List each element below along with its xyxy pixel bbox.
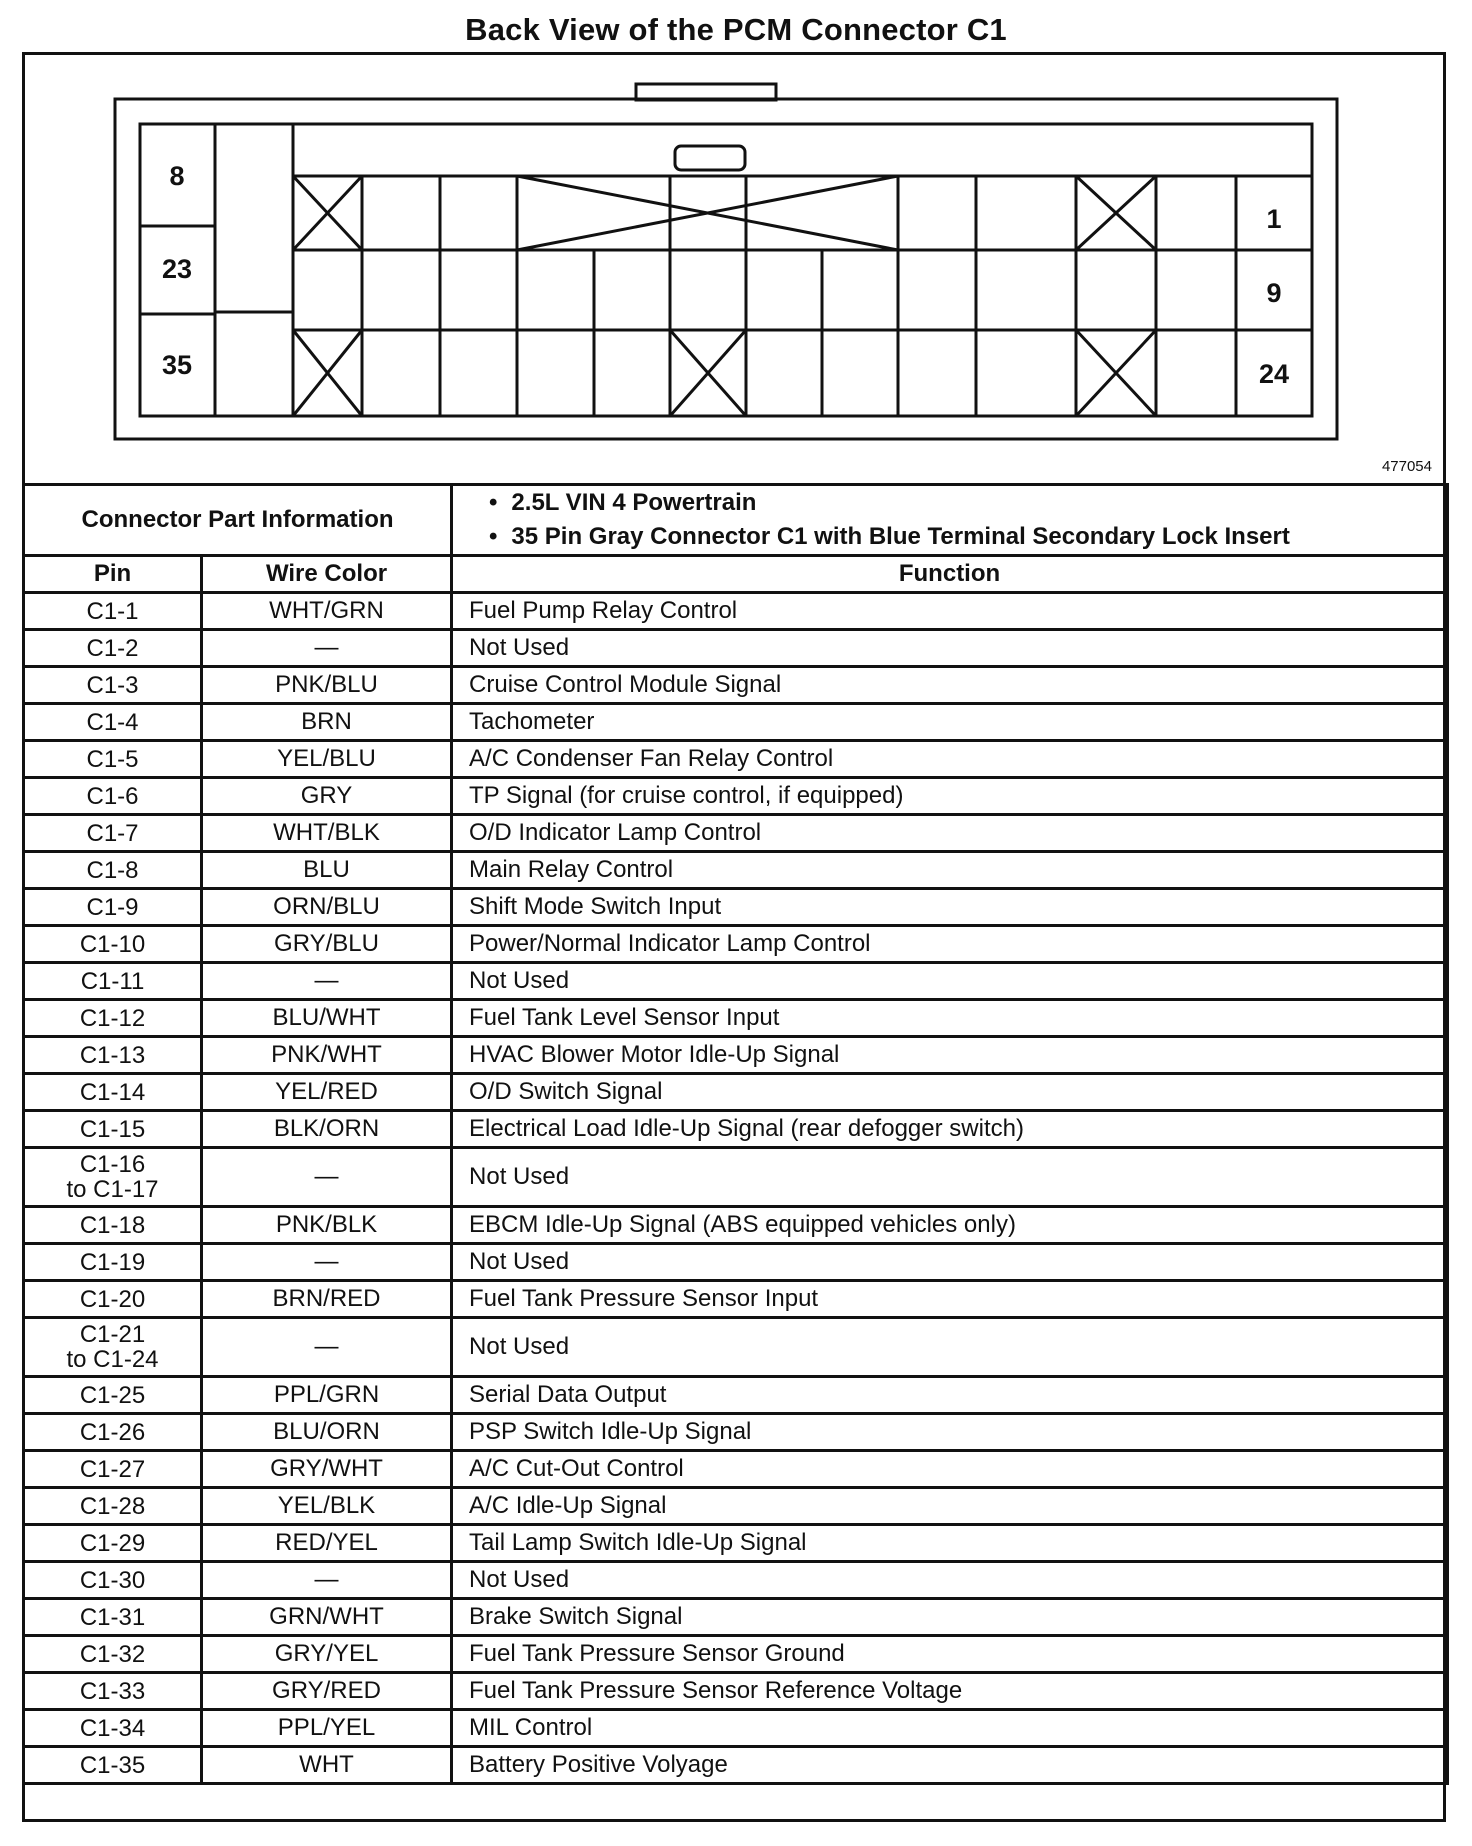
- function-cell: Power/Normal Indicator Lamp Control: [452, 926, 1448, 963]
- wire-color-cell: —: [202, 963, 452, 1000]
- function-cell: Fuel Pump Relay Control: [452, 593, 1448, 630]
- wire-color-cell: YEL/RED: [202, 1074, 452, 1111]
- function-cell: A/C Condenser Fan Relay Control: [452, 741, 1448, 778]
- function-cell: Main Relay Control: [452, 852, 1448, 889]
- wire-color-cell: GRY/BLU: [202, 926, 452, 963]
- wire-color-cell: PPL/YEL: [202, 1710, 452, 1747]
- pin-cell-text: C1-13: [79, 1041, 146, 1069]
- pin-cell-text: C1-14: [79, 1078, 146, 1106]
- table-row: [24, 1562, 1448, 1599]
- wire-color-cell: WHT/BLK: [202, 815, 452, 852]
- wire-color-cell: YEL/BLK: [202, 1488, 452, 1525]
- pin-cell: [24, 1281, 202, 1318]
- table-header-row: [24, 556, 1448, 593]
- table-row: [24, 593, 1448, 630]
- pin-cell: [24, 1525, 202, 1562]
- pin-cell: [24, 1747, 202, 1784]
- pin-cell: [24, 1414, 202, 1451]
- pin-cell-text: C1-30: [79, 1566, 146, 1594]
- pin-cell-text: C1-20: [79, 1285, 146, 1313]
- pin-cell: [24, 1599, 202, 1636]
- wire-color-cell: —: [202, 1244, 452, 1281]
- table-row: [24, 1451, 1448, 1488]
- figure-id: 477054: [1381, 458, 1432, 475]
- wire-color-cell: GRN/WHT: [202, 1599, 452, 1636]
- table-row: [24, 815, 1448, 852]
- pin-cell-text: C1-8: [86, 856, 139, 884]
- connector-cavity-block: [140, 124, 1312, 416]
- pin-label-9: 9: [1266, 278, 1282, 308]
- function-cell: Not Used: [452, 1244, 1448, 1281]
- wire-color-cell: BLU/WHT: [202, 1000, 452, 1037]
- pin-cell-text: C1-29: [79, 1529, 146, 1557]
- pinout-table: [22, 483, 1449, 1785]
- pin-cell-text: C1-35: [79, 1751, 146, 1779]
- pin-cell-text: C1-5: [86, 745, 139, 773]
- connector-drawing: [22, 52, 1446, 485]
- wire-color-cell: PNK/WHT: [202, 1037, 452, 1074]
- pin-cell-text: C1-21: [79, 1321, 146, 1348]
- connector-info-label: Connector Part Information: [24, 485, 452, 556]
- wire-color-cell: GRY/YEL: [202, 1636, 452, 1673]
- pinout-table-wrap: [22, 483, 1446, 1785]
- function-cell: O/D Indicator Lamp Control: [452, 815, 1448, 852]
- pin-cell: [24, 1000, 202, 1037]
- function-cell: PSP Switch Idle-Up Signal: [452, 1414, 1448, 1451]
- wire-color-cell: —: [202, 1148, 452, 1207]
- table-row: [24, 630, 1448, 667]
- pin-cell: [24, 1636, 202, 1673]
- table-row: [24, 963, 1448, 1000]
- pin-cell-text: C1-26: [79, 1418, 146, 1446]
- pin-cell: [24, 704, 202, 741]
- pin-cell: [24, 1074, 202, 1111]
- wire-color-cell: —: [202, 1318, 452, 1377]
- pin-label-35: 35: [161, 350, 193, 380]
- table-row: [24, 1318, 1448, 1377]
- pin-cell-text: C1-31: [79, 1603, 146, 1631]
- table-row: [24, 926, 1448, 963]
- table-row: [24, 1377, 1448, 1414]
- function-cell: Electrical Load Idle-Up Signal (rear defogger switch): [452, 1111, 1448, 1148]
- wire-color-cell: YEL/BLU: [202, 741, 452, 778]
- wire-color-cell: BRN: [202, 704, 452, 741]
- table-row: [24, 1599, 1448, 1636]
- pin-cell: [24, 778, 202, 815]
- pin-cell-text: C1-19: [79, 1248, 146, 1276]
- table-row: [24, 1525, 1448, 1562]
- pin-cell: [24, 1037, 202, 1074]
- table-row: [24, 1244, 1448, 1281]
- function-cell: Not Used: [452, 1562, 1448, 1599]
- wire-color-cell: —: [202, 630, 452, 667]
- function-cell: Fuel Tank Level Sensor Input: [452, 1000, 1448, 1037]
- pin-cell-text: C1-15: [79, 1115, 146, 1143]
- function-cell: Tail Lamp Switch Idle-Up Signal: [452, 1525, 1448, 1562]
- connector-info-row: [24, 485, 1448, 556]
- pin-label-24: 24: [1258, 359, 1290, 389]
- wire-color-cell: PNK/BLU: [202, 667, 452, 704]
- pin-cell: [24, 741, 202, 778]
- table-row: [24, 667, 1448, 704]
- wire-color-cell: RED/YEL: [202, 1525, 452, 1562]
- table-row: [24, 1710, 1448, 1747]
- function-cell: TP Signal (for cruise control, if equipped): [452, 778, 1448, 815]
- function-cell: Fuel Tank Pressure Sensor Reference Voltage: [452, 1673, 1448, 1710]
- pin-cell-text: C1-25: [79, 1381, 146, 1409]
- page-title: Back View of the PCM Connector C1: [465, 12, 1007, 47]
- function-cell: Fuel Tank Pressure Sensor Ground: [452, 1636, 1448, 1673]
- connector-info-bullets: [452, 485, 1448, 556]
- wire-color-cell: GRY: [202, 778, 452, 815]
- connector-housing: [115, 99, 1337, 439]
- pin-cell-text: C1-28: [79, 1492, 146, 1520]
- function-cell: HVAC Blower Motor Idle-Up Signal: [452, 1037, 1448, 1074]
- pin-cell: [24, 1710, 202, 1747]
- table-row: [24, 1636, 1448, 1673]
- pin-cell: [24, 1488, 202, 1525]
- function-cell: Battery Positive Volyage: [452, 1747, 1448, 1784]
- pin-cell: [24, 630, 202, 667]
- table-row: [24, 1673, 1448, 1710]
- wire-color-cell: PNK/BLK: [202, 1207, 452, 1244]
- table-row: [24, 889, 1448, 926]
- table-row: [24, 1074, 1448, 1111]
- column-header-wire-color: Wire Color: [202, 556, 452, 593]
- table-row: [24, 704, 1448, 741]
- pin-cell: [24, 1562, 202, 1599]
- pin-cell: [24, 889, 202, 926]
- pin-cell: [24, 852, 202, 889]
- pin-cell: [24, 1244, 202, 1281]
- pin-cell-text: C1-7: [86, 819, 139, 847]
- pin-label-8: 8: [169, 161, 185, 191]
- pin-cell: [24, 1148, 202, 1207]
- table-row: [24, 1747, 1448, 1784]
- connector-info-bullet: • 35 Pin Gray Connector C1 with Blue Terminal Secondary Lock Insert: [489, 520, 1446, 554]
- table-row: [24, 741, 1448, 778]
- pin-cell-text: C1-18: [79, 1211, 146, 1239]
- pin-cell-text: C1-9: [86, 893, 139, 921]
- pin-cell-text: C1-33: [79, 1677, 146, 1705]
- table-row: [24, 1000, 1448, 1037]
- pin-cell-text: C1-3: [86, 671, 139, 699]
- table-row: [24, 852, 1448, 889]
- function-cell: Serial Data Output: [452, 1377, 1448, 1414]
- table-row: [24, 778, 1448, 815]
- table-row: [24, 1207, 1448, 1244]
- wire-color-cell: BRN/RED: [202, 1281, 452, 1318]
- function-cell: EBCM Idle-Up Signal (ABS equipped vehicles only): [452, 1207, 1448, 1244]
- function-cell: MIL Control: [452, 1710, 1448, 1747]
- pin-cell: [24, 1318, 202, 1377]
- function-cell: Tachometer: [452, 704, 1448, 741]
- pin-cell-text: to C1-17: [66, 1176, 159, 1203]
- table-row: [24, 1148, 1448, 1207]
- pin-cell: [24, 926, 202, 963]
- table-row: [24, 1111, 1448, 1148]
- function-cell: A/C Idle-Up Signal: [452, 1488, 1448, 1525]
- wire-color-cell: —: [202, 1562, 452, 1599]
- pin-cell: [24, 1673, 202, 1710]
- connector-info-bullet: • 2.5L VIN 4 Powertrain: [489, 486, 1446, 520]
- connector-diagram: [22, 52, 1446, 485]
- pin-cell-text: C1-11: [80, 967, 145, 995]
- pin-cell-text: C1-10: [79, 930, 146, 958]
- function-cell: Brake Switch Signal: [452, 1599, 1448, 1636]
- wire-color-cell: PPL/GRN: [202, 1377, 452, 1414]
- wire-color-cell: GRY/RED: [202, 1673, 452, 1710]
- pin-cell: [24, 1451, 202, 1488]
- table-row: [24, 1281, 1448, 1318]
- pin-cell: [24, 593, 202, 630]
- table-row: [24, 1037, 1448, 1074]
- function-cell: Cruise Control Module Signal: [452, 667, 1448, 704]
- wire-color-cell: WHT: [202, 1747, 452, 1784]
- function-cell: Not Used: [452, 1318, 1448, 1377]
- wire-color-cell: BLU/ORN: [202, 1414, 452, 1451]
- table-row: [24, 1488, 1448, 1525]
- pin-label-23: 23: [161, 254, 193, 284]
- pin-cell: [24, 1207, 202, 1244]
- function-cell: Not Used: [452, 630, 1448, 667]
- function-cell: A/C Cut-Out Control: [452, 1451, 1448, 1488]
- function-cell: Shift Mode Switch Input: [452, 889, 1448, 926]
- pin-cell: [24, 1111, 202, 1148]
- connector-key-slot: [675, 146, 745, 170]
- function-cell: O/D Switch Signal: [452, 1074, 1448, 1111]
- column-header-function: Function: [452, 556, 1448, 593]
- column-header-pin: Pin: [24, 556, 202, 593]
- pin-cell-text: to C1-24: [66, 1346, 159, 1373]
- pin-cell: [24, 1377, 202, 1414]
- pin-cell-text: C1-6: [86, 782, 139, 810]
- pin-cell-text: C1-2: [86, 634, 139, 662]
- pin-cell: [24, 963, 202, 1000]
- wire-color-cell: WHT/GRN: [202, 593, 452, 630]
- pin-cell-text: C1-32: [79, 1640, 146, 1668]
- pin-cell: [24, 815, 202, 852]
- wire-color-cell: GRY/WHT: [202, 1451, 452, 1488]
- pin-cell-text: C1-16: [79, 1151, 146, 1178]
- function-cell: Fuel Tank Pressure Sensor Input: [452, 1281, 1448, 1318]
- function-cell: Not Used: [452, 1148, 1448, 1207]
- wire-color-cell: ORN/BLU: [202, 889, 452, 926]
- function-cell: Not Used: [452, 963, 1448, 1000]
- table-row: [24, 1414, 1448, 1451]
- pin-cell-text: C1-4: [86, 708, 139, 736]
- pin-cell-text: C1-34: [79, 1714, 146, 1742]
- pin-cell-text: C1-27: [79, 1455, 146, 1483]
- pin-cell-text: C1-1: [86, 597, 139, 625]
- pin-cell: [24, 667, 202, 704]
- pin-label-1: 1: [1266, 204, 1282, 234]
- wire-color-cell: BLK/ORN: [202, 1111, 452, 1148]
- pin-cell-text: C1-12: [79, 1004, 146, 1032]
- wire-color-cell: BLU: [202, 852, 452, 889]
